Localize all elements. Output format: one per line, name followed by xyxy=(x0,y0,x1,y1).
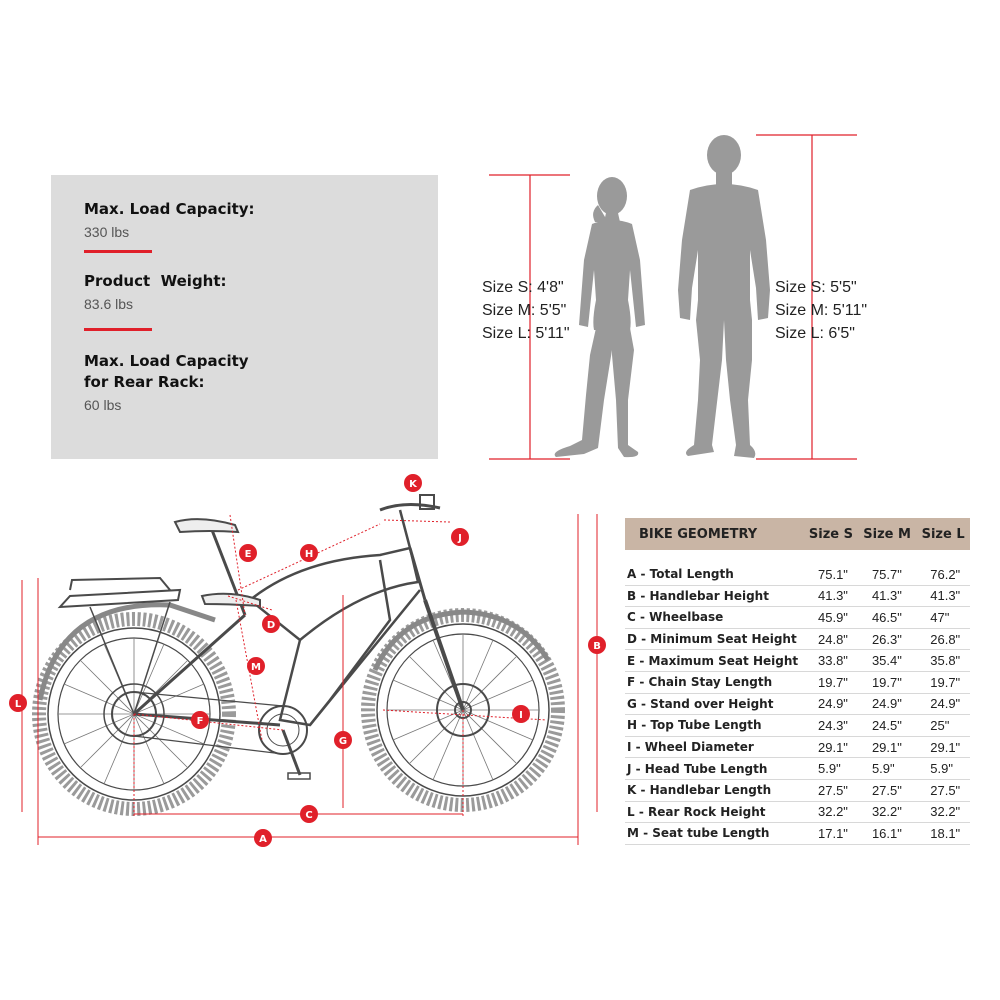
header-title: BIKE GEOMETRY xyxy=(625,518,804,550)
spec-label: Max. Load Capacity: xyxy=(84,200,255,218)
table-row xyxy=(625,779,970,801)
table-row xyxy=(625,736,970,758)
row-value-s: 45.9" xyxy=(804,607,858,629)
row-value-s: 5.9" xyxy=(804,758,858,780)
row-value-s: 24.8" xyxy=(804,628,858,650)
table-row xyxy=(625,758,970,780)
marker-h xyxy=(300,544,318,562)
row-label: F - Chain Stay Length xyxy=(625,671,804,693)
row-value-m: 41.3" xyxy=(858,585,916,607)
row-value-s: 29.1" xyxy=(804,736,858,758)
size-line: Size M: 5'5" xyxy=(482,302,567,319)
row-value-s: 32.2" xyxy=(804,801,858,823)
row-label: D - Minimum Seat Height xyxy=(625,628,804,650)
marker-d xyxy=(262,615,280,633)
marker-letter: I xyxy=(519,710,523,721)
female-size-list xyxy=(482,276,570,345)
row-value-m: 27.5" xyxy=(858,779,916,801)
row-value-s: 24.9" xyxy=(804,693,858,715)
header-size-m: Size M xyxy=(858,518,916,550)
size-line: Size S: 4'8" xyxy=(482,279,564,296)
row-label: E - Maximum Seat Height xyxy=(625,650,804,672)
row-value-m: 16.1" xyxy=(858,823,916,845)
row-value-l: 26.8" xyxy=(916,628,970,650)
bike-drawing xyxy=(39,495,558,809)
marker-letter: E xyxy=(244,549,252,560)
row-value-s: 27.5" xyxy=(804,779,858,801)
row-value-l: 35.8" xyxy=(916,650,970,672)
row-value-l: 5.9" xyxy=(916,758,970,780)
row-label: M - Seat tube Length xyxy=(625,823,804,845)
spec-label: Max. Load Capacity for Rear Rack: xyxy=(84,352,249,391)
row-label: C - Wheelbase xyxy=(625,607,804,629)
row-label: L - Rear Rock Height xyxy=(625,801,804,823)
marker-g xyxy=(334,731,352,749)
row-value-l: 19.7" xyxy=(916,671,970,693)
row-value-l: 29.1" xyxy=(916,736,970,758)
row-label: H - Top Tube Length xyxy=(625,715,804,737)
table-row xyxy=(625,585,970,607)
marker-letter: K xyxy=(409,479,417,490)
row-value-m: 32.2" xyxy=(858,801,916,823)
male-size-list xyxy=(775,276,867,345)
table-row xyxy=(625,628,970,650)
marker-l xyxy=(9,694,27,712)
row-value-m: 26.3" xyxy=(858,628,916,650)
table-row xyxy=(625,801,970,823)
spec-value: 60 lbs xyxy=(84,397,122,413)
row-value-l: 27.5" xyxy=(916,779,970,801)
row-value-l: 24.9" xyxy=(916,693,970,715)
marker-k xyxy=(404,474,422,492)
row-value-s: 24.3" xyxy=(804,715,858,737)
size-line: Size L: 6'5" xyxy=(775,325,855,342)
table-row xyxy=(625,671,970,693)
row-value-l: 76.2" xyxy=(916,564,970,585)
table-header xyxy=(625,518,970,550)
row-label: J - Head Tube Length xyxy=(625,758,804,780)
marker-letter: C xyxy=(305,810,313,821)
row-value-m: 46.5" xyxy=(858,607,916,629)
marker-letter: J xyxy=(458,533,462,544)
size-line: Size L: 5'11" xyxy=(482,325,570,342)
table-row xyxy=(625,823,970,845)
row-value-s: 17.1" xyxy=(804,823,858,845)
table-row xyxy=(625,650,970,672)
marker-letter: L xyxy=(14,699,22,710)
row-label: B - Handlebar Height xyxy=(625,585,804,607)
male-silhouette xyxy=(678,135,770,458)
marker-f xyxy=(191,711,209,729)
marker-j xyxy=(451,528,469,546)
table-row xyxy=(625,564,970,585)
row-value-m: 19.7" xyxy=(858,671,916,693)
row-value-m: 24.5" xyxy=(858,715,916,737)
row-value-l: 41.3" xyxy=(916,585,970,607)
bike-geometry-table xyxy=(625,518,970,845)
row-value-s: 41.3" xyxy=(804,585,858,607)
size-line: Size S: 5'5" xyxy=(775,279,857,296)
marker-letter: H xyxy=(304,549,314,560)
marker-letter: G xyxy=(338,736,348,747)
marker-letter: F xyxy=(196,716,204,727)
spec-label: Product Weight: xyxy=(84,272,227,290)
row-value-s: 75.1" xyxy=(804,564,858,585)
marker-b xyxy=(588,636,606,654)
row-label: A - Total Length xyxy=(625,564,804,585)
row-value-l: 25" xyxy=(916,715,970,737)
marker-letter: A xyxy=(259,834,267,845)
spec-value: 330 lbs xyxy=(84,224,130,240)
row-value-l: 47" xyxy=(916,607,970,629)
row-label: I - Wheel Diameter xyxy=(625,736,804,758)
table-row xyxy=(625,693,970,715)
row-value-s: 33.8" xyxy=(804,650,858,672)
marker-a xyxy=(254,829,272,847)
header-size-s: Size S xyxy=(804,518,858,550)
row-label: G - Stand over Height xyxy=(625,693,804,715)
size-line: Size M: 5'11" xyxy=(775,302,868,319)
row-label: K - Handlebar Length xyxy=(625,779,804,801)
row-value-l: 32.2" xyxy=(916,801,970,823)
header-size-l: Size L xyxy=(916,518,970,550)
table-row xyxy=(625,715,970,737)
row-value-s: 19.7" xyxy=(804,671,858,693)
row-value-m: 24.9" xyxy=(858,693,916,715)
marker-letter: B xyxy=(593,641,601,652)
row-value-m: 5.9" xyxy=(858,758,916,780)
marker-i xyxy=(512,705,530,723)
row-value-m: 75.7" xyxy=(858,564,916,585)
marker-e xyxy=(239,544,257,562)
spec-value: 83.6 lbs xyxy=(84,296,134,312)
marker-letter: D xyxy=(266,620,276,631)
row-value-m: 29.1" xyxy=(858,736,916,758)
marker-c xyxy=(300,805,318,823)
table-row xyxy=(625,607,970,629)
row-value-l: 18.1" xyxy=(916,823,970,845)
marker-letter: M xyxy=(251,662,261,673)
marker-m xyxy=(247,657,265,675)
row-value-m: 35.4" xyxy=(858,650,916,672)
